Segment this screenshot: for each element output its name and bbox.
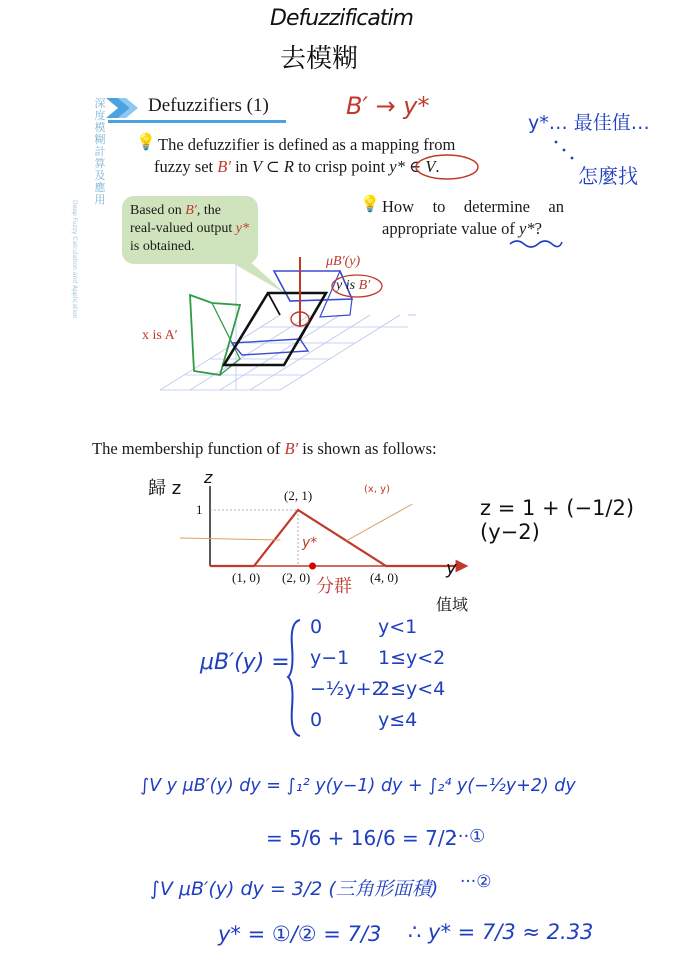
callout-bubble: Based on B′, the real-valued output y* is obtained. [122, 196, 258, 264]
handwritten-below-axis-note: 分群 [316, 576, 352, 597]
piecewise-table [310, 612, 445, 736]
handwritten-y-label: y [446, 558, 457, 579]
side-title-char: 應 [94, 181, 106, 194]
handwritten-ystar-label: y* [302, 535, 318, 551]
handwritten-line-equation: z = 1 + (−1/2)(y−2) [480, 496, 635, 544]
ystar-ratio: y* = ①/② = 7/3 [218, 922, 382, 946]
handwritten-title-en: Defuzzificatim [270, 6, 413, 31]
piecewise-expr: y−1 [310, 647, 350, 669]
side-title-char: 及 [94, 169, 106, 182]
handwritten-right-note-2: 怎麼找 [578, 164, 638, 188]
membership-series-line [210, 510, 456, 566]
piecewise-cond: 2≤y<4 [378, 678, 446, 700]
peak-label: (2, 1) [284, 488, 313, 503]
handwritten-z-label: z [204, 468, 213, 487]
handwritten-circle-yisb [330, 272, 386, 300]
side-title-char: 度 [94, 109, 106, 122]
handwritten-title-cn: 去模糊 [280, 44, 359, 74]
handwritten-right-note-1: y*… 最佳值… [528, 112, 650, 134]
piecewise-cond: y<1 [378, 616, 418, 638]
annotation-arrow-left [180, 538, 280, 540]
handwritten-xy-label: (x, y) [364, 484, 390, 495]
piecewise-brace [286, 616, 306, 738]
piecewise-cond: y≤4 [378, 709, 418, 731]
x-is-a-label: x is A′ [142, 328, 178, 343]
piecewise-cond: 1≤y<2 [378, 647, 446, 669]
handwritten-wave-underline [508, 236, 564, 250]
definition-text: The defuzzifier is defined as a mapping from fuzzy set B′ in V ⊂ R to crisp point y* ∈ V. [154, 135, 456, 176]
side-title-char: 深 [94, 97, 106, 110]
y-is-b-label: y is B′ [336, 278, 371, 293]
side-title-char: 用 [94, 193, 106, 206]
y-star-marker [309, 563, 316, 570]
lightbulb-icon: 💡 [136, 134, 156, 151]
handwritten-circle-ystar [414, 152, 480, 182]
piecewise-expr: −½y+2 [310, 678, 384, 700]
note-dots [552, 138, 582, 168]
side-title-char: 糊 [94, 133, 106, 146]
side-title-char: 計 [94, 145, 106, 158]
side-subtitle: Deep Fuzzy Calculation and Application [71, 200, 78, 319]
handwritten-z-axis-note: 歸 z [148, 478, 182, 499]
piecewise-lhs: μB′(y) = [200, 650, 290, 675]
piecewise-row [310, 674, 445, 705]
x-tick-label: (2, 0) [282, 570, 311, 585]
mu-label: μB′(y) [326, 254, 361, 269]
side-title-char: 算 [94, 157, 106, 170]
piecewise-expr: 0 [310, 709, 323, 731]
title-underline [108, 120, 286, 123]
x-tick-label: (4, 0) [370, 570, 399, 585]
handwritten-arrow-note: B′ → y* [346, 92, 430, 120]
side-title-char: 模 [94, 121, 106, 134]
x-tick-label: (1, 0) [232, 570, 261, 585]
mark-2: ···② [460, 872, 492, 892]
piecewise-row [310, 705, 445, 736]
piecewise-row [310, 643, 445, 674]
mark-1: ···① [452, 826, 486, 847]
ystar-final: ∴ y* = 7/3 ≈ 2.33 [408, 920, 594, 944]
question-text: How to determine an appropriate value of y*? [382, 197, 564, 238]
piecewise-row [310, 612, 445, 643]
piecewise-expr: 0 [310, 616, 323, 638]
integral-1-result: = 5/6 + 16/6 = 7/2 [266, 826, 458, 850]
integral-2: ∫V μB′(y) dy = 3/2 (三角形面積) [150, 878, 439, 900]
chevron-right-icon [104, 94, 146, 122]
membership-text: The membership function of B′ is shown as follows: [92, 439, 437, 458]
integral-1: ∫V y μB′(y) dy = ∫₁² y(y−1) dy + ∫₂⁴ y(−½y+2) dy [140, 776, 576, 796]
y-tick-label-1: 1 [196, 502, 203, 517]
annotation-arrow-right [346, 504, 412, 541]
lightbulb-icon-2: 💡 [360, 196, 380, 213]
handwritten-domain-note: 值域 [436, 595, 469, 614]
slide-title: Defuzzifiers (1) [148, 95, 269, 116]
